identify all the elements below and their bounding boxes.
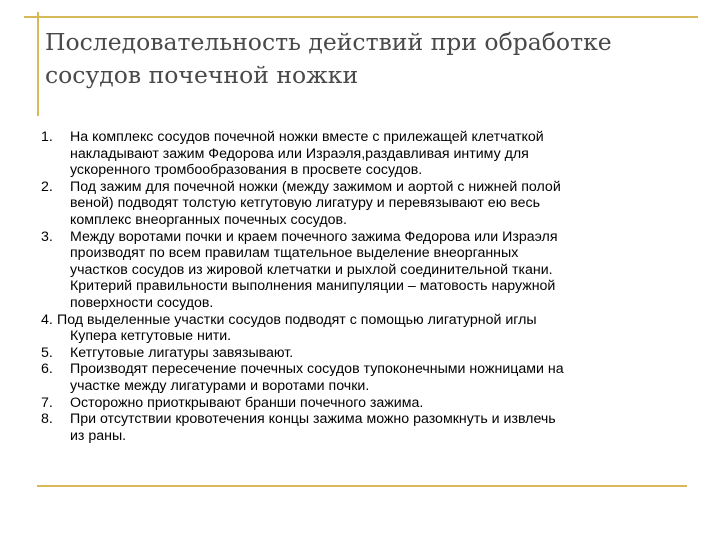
step-text-line: Под зажим для почечной ножки (между зажимом и аортой с нижней полой: [70, 178, 561, 195]
step-text-line: Под выделенные участки сосудов подводят с помощью лигатурной иглы: [57, 311, 537, 328]
title-line-1: Последовательность действий при обработке: [45, 28, 612, 56]
steps-list: [41, 129, 681, 444]
left-accent-rule: [37, 12, 39, 116]
top-rule: [24, 16, 698, 18]
step-item: [41, 395, 681, 412]
step-text-line: При отсутствии кровотечения концы зажима можно разомкнуть и извлечь: [70, 411, 556, 428]
step-text-line: Производят пересечение почечных сосудов тупоконечными ножницами на: [70, 361, 564, 378]
step-text-line: накладывают зажим Федорова или Израэля,раздавливая интиму для: [70, 145, 529, 162]
title-line-2: сосудов почечной ножки: [45, 61, 359, 89]
slide-title: [45, 26, 685, 92]
bottom-rule: [37, 485, 687, 487]
step-item: [41, 345, 681, 362]
step-number: 7.: [41, 394, 53, 411]
step-item: [41, 179, 681, 229]
step-number: 5.: [41, 344, 53, 361]
step-text-line: Кетгутовые лигатуры завязывают.: [70, 344, 294, 361]
step-item: [41, 229, 681, 312]
step-number: 2.: [41, 178, 53, 195]
step-text-line: участков сосудов из жировой клетчатки и рыхлой соединительной ткани.: [70, 261, 553, 278]
step-text-line: Купера кетгутовые нити.: [70, 328, 232, 345]
step-item: [41, 312, 681, 345]
step-text-line: На комплекс сосудов почечной ножки вместе с прилежащей клетчаткой: [70, 129, 544, 145]
step-item: [41, 361, 681, 394]
step-number: 4.: [41, 311, 53, 328]
step-text-line: Критерий правильности выполнения манипуляции – матовость наружной: [70, 278, 556, 295]
step-text-line: ускоренного тромбообразования в просвете сосудов.: [70, 162, 423, 179]
step-text-line: веной) подводят толстую кетгутовую лигатуру и перевязывают ею весь: [70, 195, 541, 212]
step-text-line: производят по всем правилам тщательное выделение внеорганных: [70, 245, 519, 262]
step-item: [41, 129, 681, 179]
step-text-line: Между воротами почки и краем почечного зажима Федорова или Израэля: [70, 228, 558, 245]
step-text-line: Осторожно приоткрывают бранши почечного зажима.: [70, 394, 424, 411]
step-number: 8.: [41, 411, 53, 428]
step-number: 3.: [41, 228, 53, 245]
step-number: 1.: [41, 129, 53, 145]
step-text-line: участке между лигатурами и воротами почки.: [70, 377, 370, 394]
step-number: 6.: [41, 361, 53, 378]
step-text-line: комплекс внеорганных почечных сосудов.: [70, 211, 348, 228]
step-text-line: из раны.: [70, 427, 127, 444]
step-text-line: поверхности сосудов.: [70, 294, 214, 311]
step-item: [41, 411, 681, 444]
